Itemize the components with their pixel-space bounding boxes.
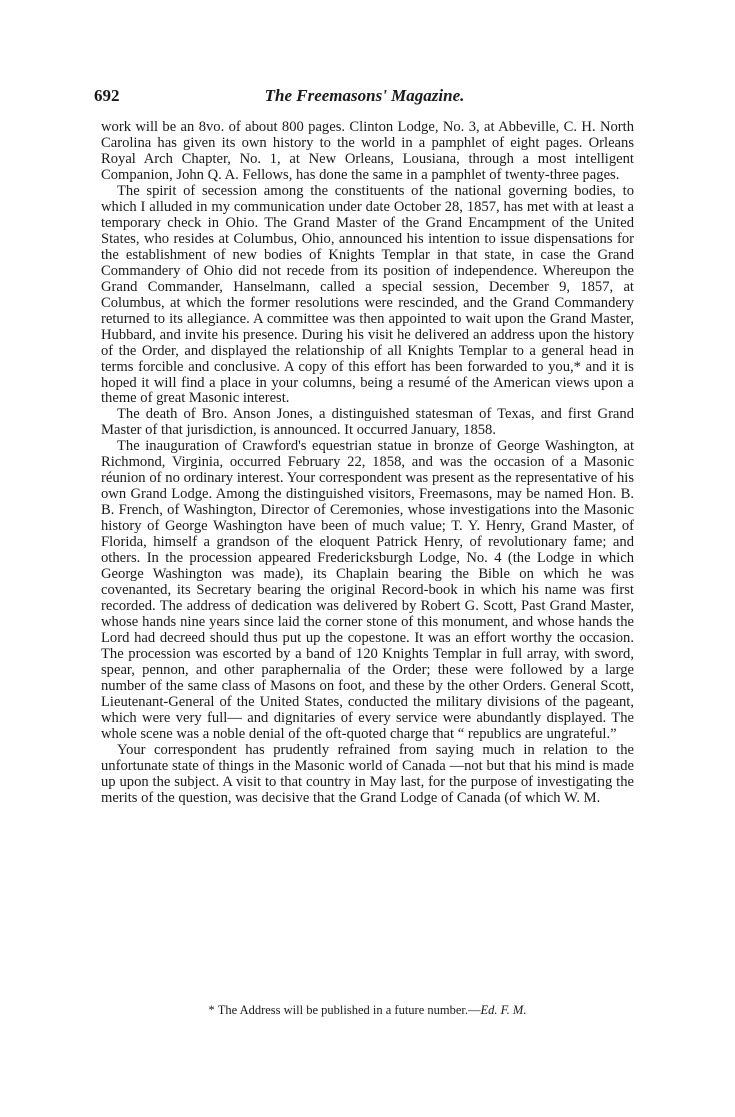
paragraph-anson-jones: The death of Bro. Anson Jones, a distinguished statesman of Texas, and first Grand Master of that jurisdiction, is announced. It occurred January, 1858. [101, 406, 634, 439]
footnote [101, 1003, 634, 1018]
article-body [101, 120, 634, 807]
magazine-title: The Freemasons' Magazine. [264, 86, 465, 105]
paragraph-continuation: work will be an 8vo. of about 800 pages. Clinton Lodge, No. 3, at Abbeville, C. H. North Carolina has given its own history to the world in a pamphlet of eight pages. Orleans Royal Arch Chapter, No. 1, at New Orleans, Lousiana, through a most intelligent Companion, John Q. A. Fellows, has done the same in a pamphlet of twenty-three pages. [101, 119, 634, 183]
footnote-editor: Ed. F. M. [480, 1003, 527, 1017]
paragraph-canada: Your correspondent has prudently refrained from saying much in relation to the unfortunate state of things in the Masonic world of Canada —not but that his mind is made up upon the subject. A visit to that country in May last, for the purpose of investigating the merits of the question, was decisive that the Grand Lodge of Canada (of which W. M. [101, 741, 634, 806]
paragraph-secession: The spirit of secession among the constituents of the national governing bodies, to which I alluded in my communication under date October 28, 1857, has met with at least a temporary check in Ohio. The Grand Master of the Grand Encampment of the United States, who resides at Columbus, Ohio, announced his intention to issue dispensations for the establishment of new bodies of Knights Templar in that state, in case the Grand Commandery of Ohio did not recede from its position of independence. Whereupon the Grand Commander, Hanselmann, called a special session, December 9, 1857, at Columbus, at which the former resolutions were rescinded, and the Grand Commandery returned to its allegiance. A committee was then appointed to wait upon the Grand Master, Hubbard, and invite his presence. During his visit he delivered an address upon the history of the Order, and displayed the relationship of all Knights Templar to a general head in terms forcible and conclusive. A copy of this effort has been forwarded to you,* and it is hoped it will find a place in your columns, being a resumé of the American views upon a theme of great Masonic interest. [101, 182, 634, 407]
footnote-text: * The Address will be published in a future number.— [208, 1003, 481, 1017]
paragraph-washington-statue: The inauguration of Crawford's equestrian statue in bronze of George Washington, at Richmond, Virginia, occurred February 22, 1858, and was the occasion of a Masonic réunion of no ordinary interest. Your correspondent was present as the representative of his own Grand Lodge. Among the distinguished visitors, Freemasons, may be named Hon. B. B. French, of Washington, Director of Ceremonies, whose investigations into the Masonic history of George Washington have been of much value; T. Y. Henry, Grand Master, of Florida, himself a grandson of the eloquent Patrick Henry, of revolutionary fame; and others. In the procession appeared Fredericksburgh Lodge, No. 4 (the Lodge in which George Washington was made), its Chaplain bearing the Bible on which he was covenanted, its Secretary bearing the original Record-book in which his name was first recorded. The address of dedication was delivered by Robert G. Scott, Past Grand Master, whose hands nine years since laid the corner stone of this monument, and whose hands the Lord had decreed should thus put up the copestone. It was an effort worthy the occasion. The procession was escorted by a band of 120 Knights Templar in full array, with sword, spear, pennon, and other paraphernalia of the Order; these were followed by a large number of the same class of Masons on foot, and these by the other Orders. General Scott, Lieutenant-General of the United States, conducted the military divisions of the pageant, which were very full— and dignitaries of every service were abundantly displayed. The whole scene was a noble denial of the oft-quoted charge that “ republics are ungrateful.” [101, 438, 634, 742]
page-header [94, 86, 635, 110]
page-number: 692 [94, 86, 120, 105]
